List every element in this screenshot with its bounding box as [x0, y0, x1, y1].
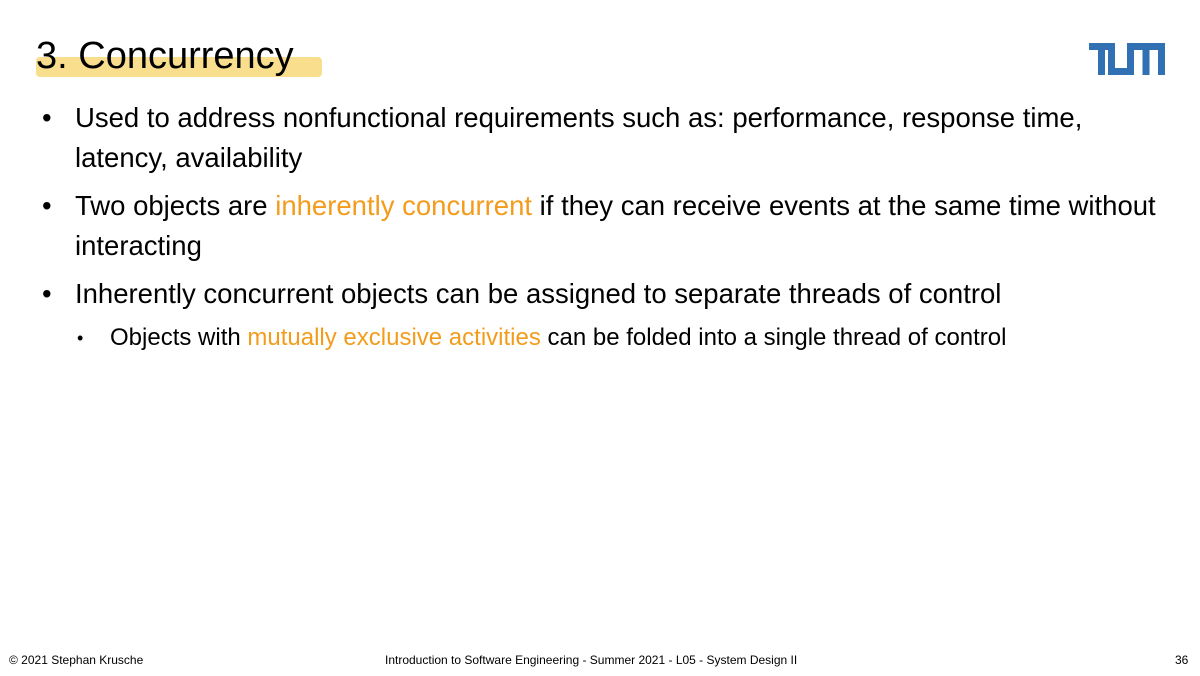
- bullet-text: Two objects are: [75, 190, 276, 221]
- slide-content: [40, 98, 1170, 354]
- slide-title-area: [36, 34, 294, 80]
- sub-bullet-text: Objects with: [110, 324, 248, 351]
- footer-copyright: © 2021 Stephan Krusche: [9, 653, 144, 667]
- page-number: 36: [1175, 653, 1189, 667]
- bullet-icon: •: [42, 190, 52, 221]
- slide-title: 3. Concurrency: [36, 35, 294, 77]
- bullet-icon: •: [42, 102, 52, 133]
- bullet-item: [40, 274, 1170, 314]
- bullet-text: if they can receive events at the same time without interacting: [75, 190, 1156, 261]
- tum-logo: [1089, 43, 1165, 80]
- highlighted-term: inherently concurrent: [275, 190, 533, 221]
- tum-logo-icon: [1089, 43, 1165, 75]
- bullet-icon: •: [42, 278, 52, 309]
- footer-course-title: Introduction to Software Engineering - Summer 2021 - L05 - System Design II: [385, 653, 798, 667]
- sub-bullet-text: can be folded into a single thread of control: [540, 324, 1007, 351]
- sub-bullet-icon: •: [77, 328, 84, 348]
- bullet-item: [40, 186, 1170, 266]
- bullet-text: Inherently concurrent objects can be assigned to separate threads of control: [75, 278, 1002, 309]
- highlighted-term: mutually exclusive activities: [247, 324, 541, 351]
- bullet-item: [40, 98, 1170, 178]
- sub-bullet-item: [40, 322, 1170, 354]
- bullet-text: Used to address nonfunctional requirements such as: performance, response time, latency, availability: [75, 102, 1083, 173]
